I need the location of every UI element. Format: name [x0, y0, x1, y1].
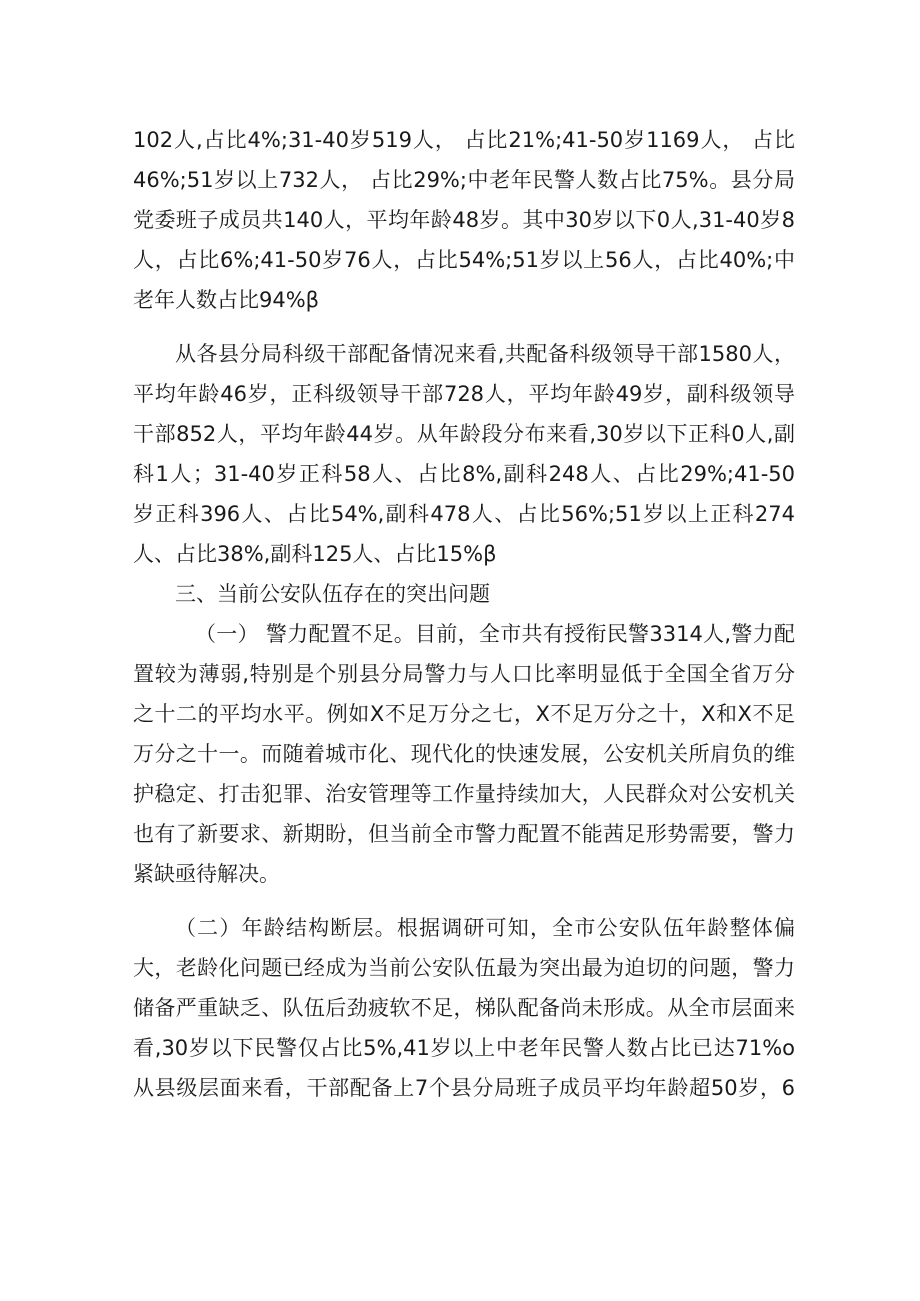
text-line: 紧缺亟待解决。 [133, 862, 280, 886]
section-heading [133, 574, 795, 614]
text-line: 102人,占比4%;31-40岁519人， 占比21%;41-50岁1169人， 占比 [133, 128, 795, 152]
text-line: 科1人；31-40岁正科58人、占比8%,副科248人、占比29%;41-50 [133, 462, 795, 486]
text-line: 党委班子成员共140人，平均年龄48岁。其中30岁以下0人,31-40岁8 [133, 208, 795, 232]
text-line: 看,30岁以下民警仅占比5%,41岁以上中老年民警人数占比已达71%o [133, 1036, 795, 1060]
text-line: 大，老龄化问题已经成为当前公安队伍最为突出最为迫切的问题，警力 [133, 956, 795, 980]
paragraph-age-distribution [133, 120, 795, 320]
text-line: 也有了新要求、新期盼，但当前全市警力配置不能茜足形势需要，警力 [133, 822, 795, 846]
text-line: 人，占比6%;41-50岁76人，占比54%;51岁以上56人，占比40%;中 [133, 248, 795, 272]
text-line: 置较为薄弱,特别是个别县分局警力与人口比率明显低于全国全省万分 [133, 662, 795, 686]
text-line: 护稳定、打击犯罪、治安管理等工作量持续加大，人民群众对公安机关 [133, 782, 795, 806]
text-line: 从各县分局科级干部配备情况来看,共配备科级领导干部1580人， [175, 342, 795, 366]
paragraph-police-shortage [133, 614, 795, 894]
text-line: 干部852人，平均年龄44岁。从年龄段分布来看,30岁以下正科0人,副 [133, 422, 795, 446]
text-line: 储备严重缺乏、队伍后劲疲软不足，梯队配备尚未形成。从全市层面来 [133, 996, 795, 1020]
text-line: 从县级层面来看，干部配备上7个县分局班子成员平均年龄超50岁，6 [133, 1076, 795, 1100]
text-line: 46%;51岁以上732人， 占比29%;中老年民警人数占比75%。县分局 [133, 168, 795, 192]
paragraph-section-cadres [133, 334, 795, 574]
text-line: 人、占比38%,副科125人、占比15%β [133, 542, 497, 566]
text-line: （一） 警力配置不足。目前，全市共有授衔民警3314人,警力配 [195, 622, 795, 646]
text-line: 平均年龄46岁，正科级领导干部728人，平均年龄49岁，副科级领导 [133, 382, 795, 406]
text-line: 老年人数占比94%β [133, 288, 320, 312]
text-line: 万分之十一。而随着城市化、现代化的快速发展，公安机关所肩负的维 [133, 742, 795, 766]
heading-text: 三、当前公安队伍存在的突出问题 [175, 582, 490, 606]
text-line: 之十二的平均水平。例如X不足万分之七，X不足万分之十，X和X不足 [133, 702, 795, 726]
text-line: 岁正科396人、占比54%,副科478人、占比56%;51岁以上正科274 [133, 502, 795, 526]
text-line: （二）年龄结构断层。根据调研可知，全市公安队伍年龄整体偏 [175, 916, 795, 940]
document-page [133, 120, 795, 1108]
paragraph-age-structure [133, 908, 795, 1108]
